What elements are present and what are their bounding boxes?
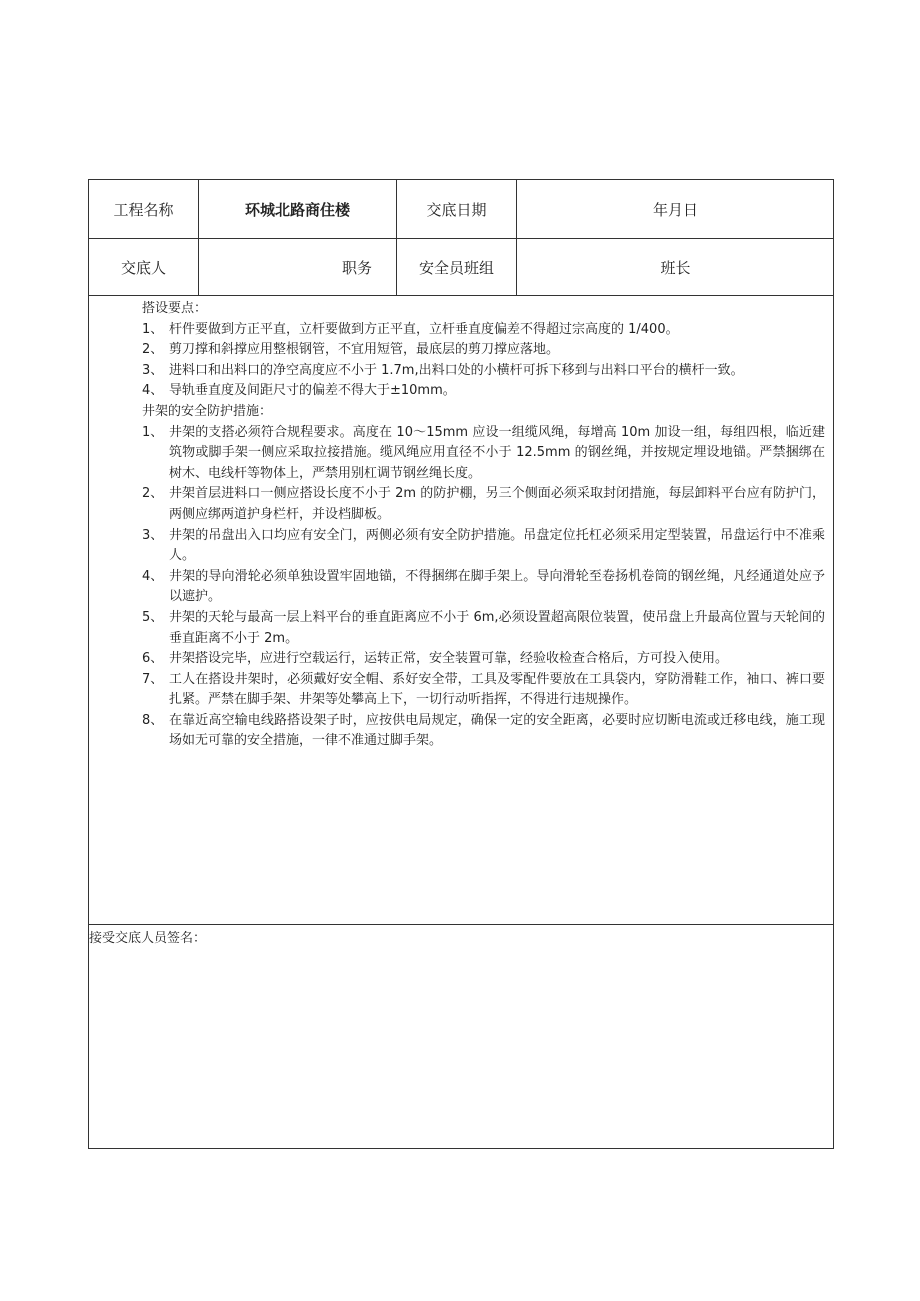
item-number: 3、	[142, 362, 164, 378]
item-number: 6、	[142, 651, 164, 667]
safety-briefing-form	[88, 179, 834, 1149]
position-label: 职务	[199, 239, 397, 295]
item-number: 1、	[142, 424, 164, 440]
briefing-date-value: 年月日	[652, 200, 698, 219]
item-number: 2、	[142, 342, 164, 358]
item-text: 井架的支搭必须符合规程要求。高度在 10～15mm 应设一组缆风绳，每增高 10m 加设一组，每组四根，临近建筑物或脚手架一侧应采取拉接措施。缆风绳应用直径不小于 12.5mm 的钢丝绳，并按规定埋设地锚。严禁捆绑在树木、电线杆等物体上，严禁用别杠调节钢丝绳长度。	[169, 424, 825, 481]
item-number: 1、	[142, 321, 164, 337]
item-number: 8、	[142, 712, 164, 728]
section-2-title: 井架的安全防护措施：	[142, 403, 273, 419]
header-row-2	[89, 239, 833, 296]
project-name-value: 环城北路商住楼	[199, 180, 397, 238]
list-item	[89, 649, 833, 670]
section-1-title: 搭设要点：	[142, 301, 208, 316]
briefing-content	[89, 296, 833, 925]
item-number: 7、	[142, 671, 164, 687]
item-text: 井架搭设完毕，应进行空载运行，运转正常，安全装置可靠，经验收检查合格后，方可投入使用。	[169, 651, 729, 667]
item-number: 3、	[142, 527, 164, 543]
list-item	[89, 711, 833, 752]
list-item	[89, 361, 833, 382]
list-item	[89, 567, 833, 608]
item-text: 剪刀撑和斜撑应用整根钢管，不宜用短管，最底层的剪刀撑应落地。	[169, 342, 560, 358]
list-item	[89, 340, 833, 361]
item-text: 井架的导向滑轮必须单独设置牢固地锚，不得捆绑在脚手架上。导向滑轮至卷扬机卷筒的钢丝绳，凡经通道处应予以遮护。	[169, 568, 825, 605]
section-1-list	[89, 320, 833, 402]
item-number: 2、	[142, 486, 164, 502]
team-label: 安全员班组	[397, 239, 517, 295]
team-value: 班长	[660, 258, 691, 277]
list-item	[89, 423, 833, 485]
item-text: 进料口和出料口的净空高度应不小于 1.7m,出料口处的小横杆可拆下移到与出料口平台的横杆一致。	[169, 362, 744, 378]
list-item	[89, 320, 833, 341]
list-item	[89, 484, 833, 525]
presenter-label: 交底人	[89, 239, 199, 295]
item-text: 井架的吊盘出入口均应有安全门，两侧必须有安全防护措施。吊盘定位托杠必须采用定型装置，吊盘运行中不准乘人。	[169, 527, 825, 564]
item-number: 4、	[142, 568, 164, 584]
list-item	[89, 670, 833, 711]
item-number: 5、	[142, 609, 164, 625]
item-text: 导轨垂直度及间距尺寸的偏差不得大于±10mm。	[169, 383, 456, 399]
item-text: 工人在搭设井架时，必须戴好安全帽、系好安全带，工具及零配件要放在工具袋内，穿防滑鞋工作，袖口、裤口要扎紧。严禁在脚手架、井架等处攀高上下，一切行动听指挥，不得进行违规操作。	[169, 671, 825, 708]
signature-area	[89, 925, 833, 1148]
item-number: 4、	[142, 383, 164, 399]
project-name-label: 工程名称	[89, 180, 199, 238]
item-text: 杆件要做到方正平直，立杆要做到方正平直，立杆垂直度偏差不得超过宗高度的 1/400。	[169, 321, 679, 337]
item-text: 井架首层进料口一侧应搭设长度不小于 2m 的防护棚，另三个侧面必须采取封闭措施，每层卸料平台应有防护门，两侧应绑两道护身栏杆，并设档脚板。	[169, 486, 825, 522]
signature-label: 接受交底人员签名：	[89, 931, 207, 946]
briefing-date-label: 交底日期	[397, 180, 517, 238]
list-item	[89, 381, 833, 402]
header-row-1	[89, 180, 833, 239]
list-item	[89, 608, 833, 649]
item-text: 井架的天轮与最高一层上料平台的垂直距离应不小于 6m,必须设置超高限位装置，使吊盘上升最高位置与天轮间的垂直距离不小于 2m。	[169, 609, 825, 646]
section-2-list	[89, 423, 833, 753]
item-text: 在靠近高空输电线路搭设架子时，应按供电局规定，确保一定的安全距离，必要时应切断电流或迁移电线，施工现场如无可靠的安全措施，一律不准通过脚手架。	[169, 712, 825, 749]
list-item	[89, 526, 833, 567]
